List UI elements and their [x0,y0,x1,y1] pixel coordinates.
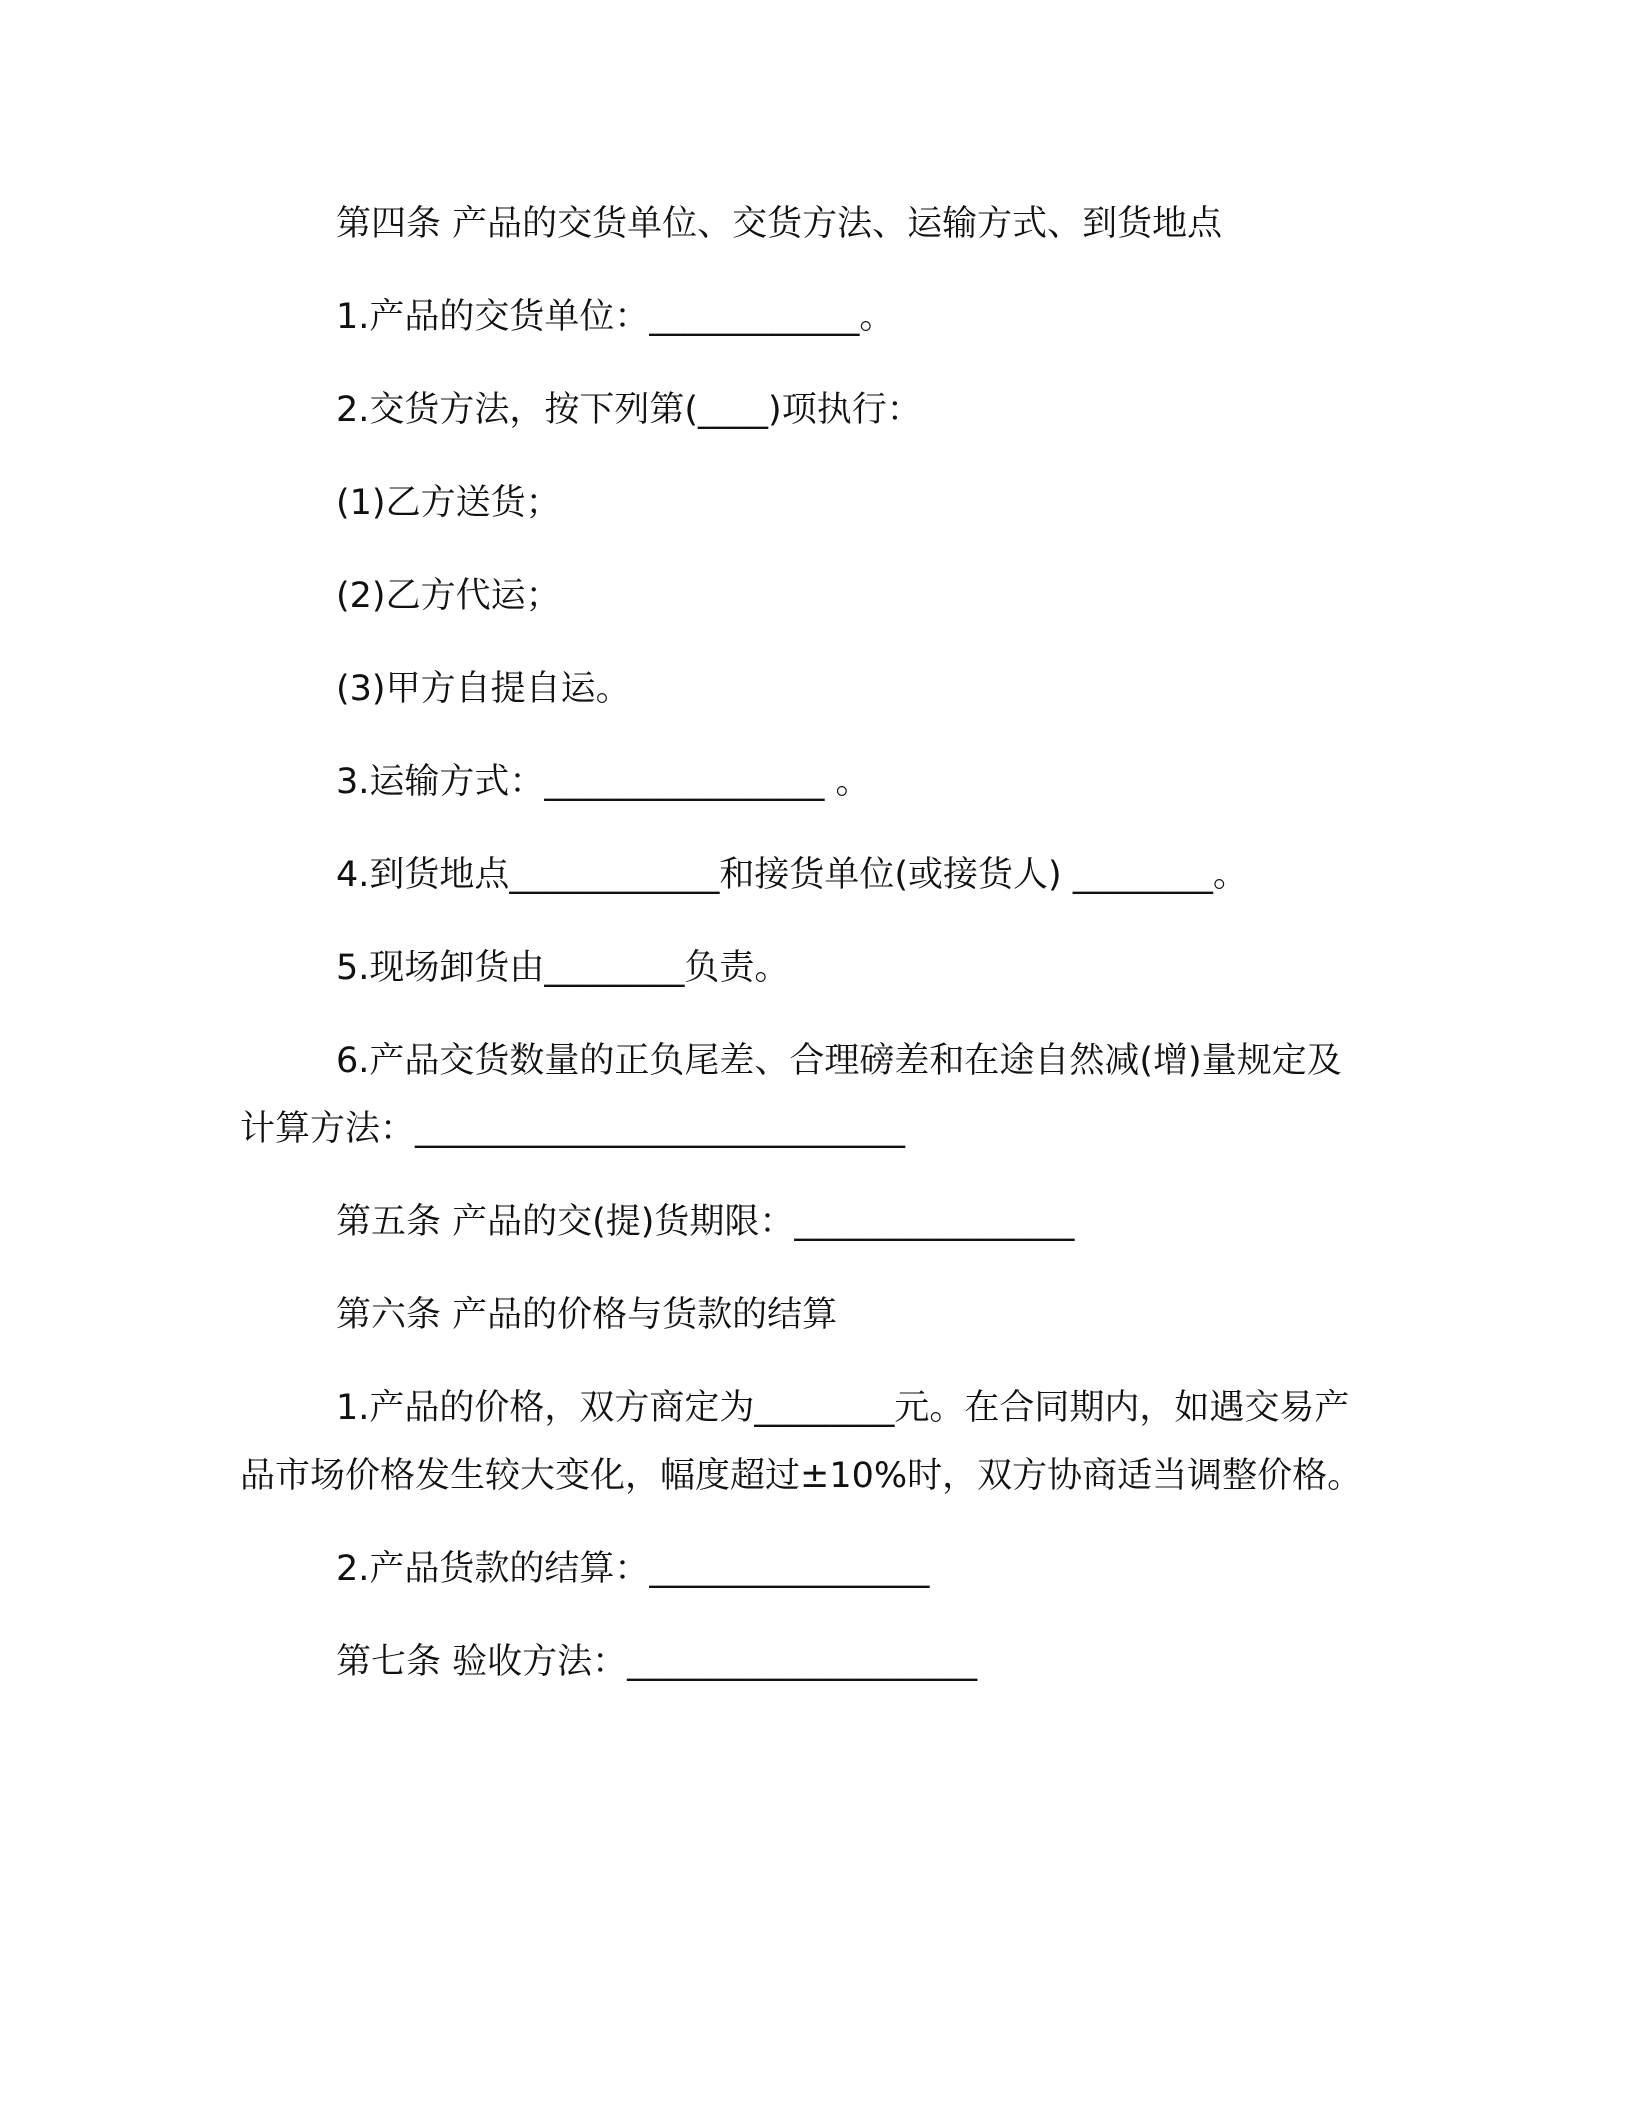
delivery-option-2: (2)乙方代运； [336,576,561,616]
quantity-tolerance-clause: 6.产品交货数量的正负尾差、合理磅差和在途自然减(增)量规定及计算方法：____________________________ [240,1041,1342,1149]
article-7-heading: 第七条 验收方法：____________________ [336,1642,978,1682]
delivery-method-clause: 2.交货方法，按下列第(____)项执行： [336,390,922,430]
article-4-heading: 第四条 产品的交货单位、交货方法、运输方式、到货地点 [336,204,1223,244]
delivery-option-3: (3)甲方自提自运。 [336,669,631,709]
delivery-unit-clause: 1.产品的交货单位：____________。 [336,297,895,337]
document-body [240,190,1370,1721]
transport-method-clause: 3.运输方式：________________ 。 [336,762,871,802]
arrival-location-clause: 4.到货地点____________和接货单位(或接货人) ________。 [336,855,1248,895]
settlement-clause: 2.产品货款的结算：________________ [336,1549,930,1589]
delivery-option-1: (1)乙方送货； [336,483,561,523]
price-clause: 1.产品的价格，双方商定为________元。在合同期内，如遇交易产品市场价格发生较大变化，幅度超过±10%时，双方协商适当调整价格。 [240,1388,1363,1496]
unloading-clause: 5.现场卸货由________负责。 [336,948,790,988]
article-5-heading: 第五条 产品的交(提)货期限：________________ [336,1202,1075,1242]
article-6-heading: 第六条 产品的价格与货款的结算 [336,1295,838,1335]
